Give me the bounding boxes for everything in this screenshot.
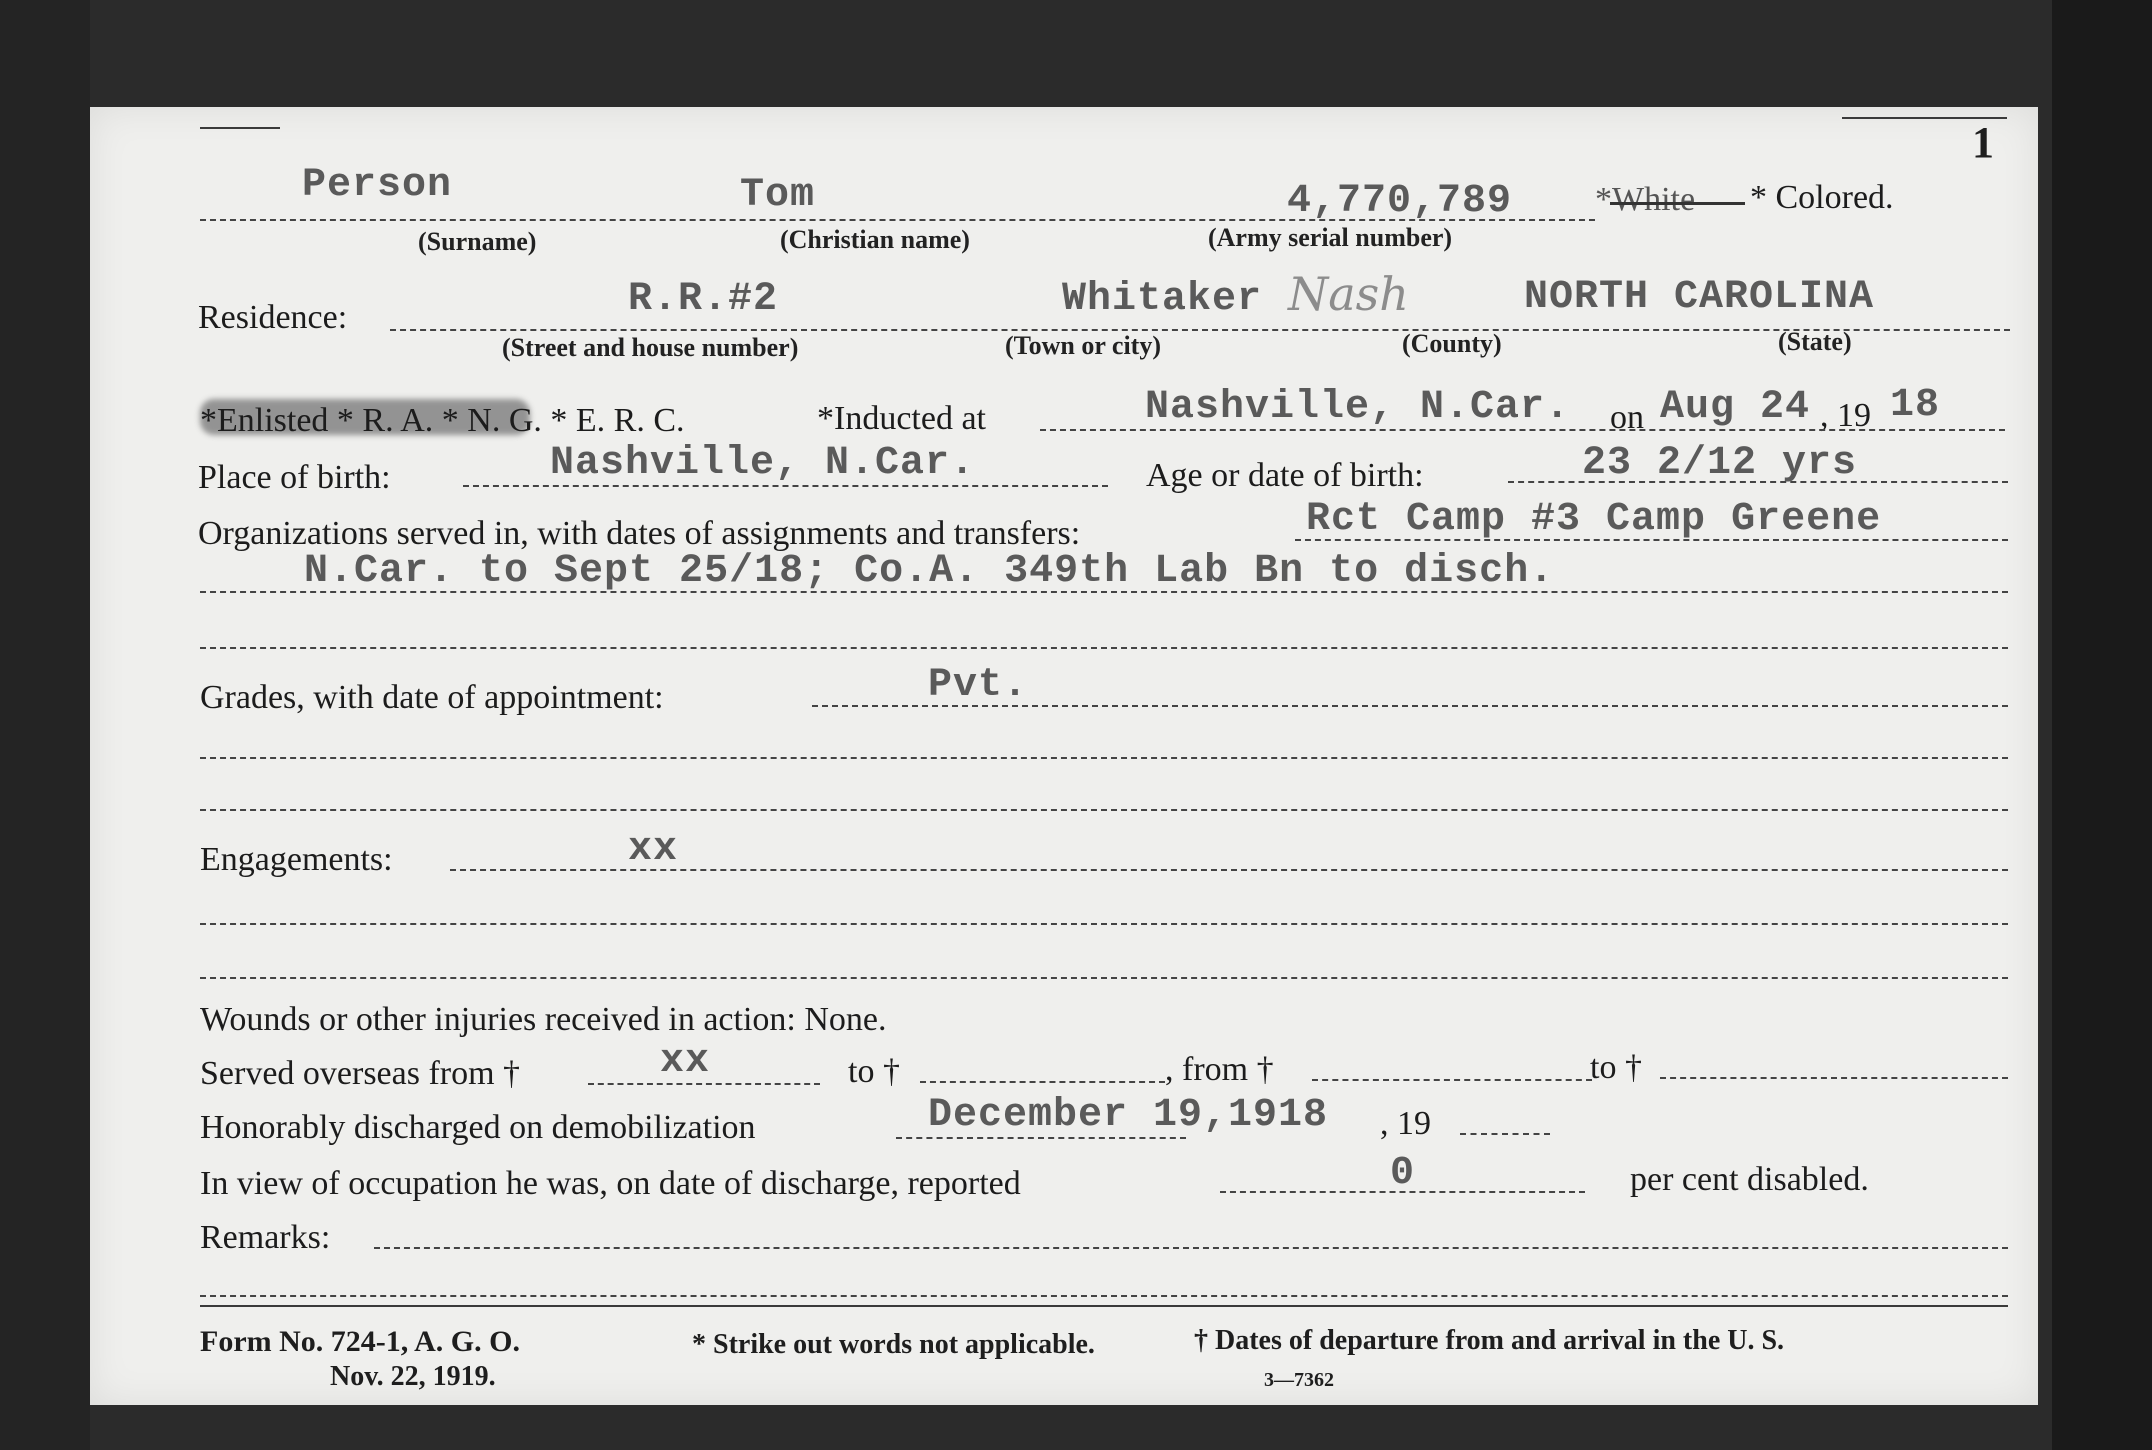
disability-value: 0	[1390, 1151, 1416, 1196]
county-caption: (County)	[1402, 329, 1502, 358]
engagements-label: Engagements:	[200, 841, 393, 878]
grades-line-1	[812, 705, 2008, 707]
age-value: 23 2/12 yrs	[1582, 441, 1858, 486]
remarks-line-1	[374, 1247, 2008, 1249]
place-of-birth-value: Nashville, N.Car.	[550, 441, 976, 486]
remarks-label: Remarks:	[200, 1219, 331, 1256]
induction-place-value: Nashville, N.Car.	[1145, 385, 1571, 430]
induction-line	[1040, 429, 2005, 431]
scan-background-right	[2052, 0, 2152, 1450]
name-line	[200, 219, 1595, 221]
discharge-label: Honorably discharged on demobilization	[200, 1109, 756, 1146]
surname-caption: (Surname)	[418, 227, 537, 256]
street-caption: (Street and house number)	[502, 333, 799, 362]
place-of-birth-label: Place of birth:	[198, 459, 391, 496]
serial-number-value: 4,770,789	[1287, 179, 1513, 224]
card-number: 1	[1972, 118, 1994, 167]
grades-label: Grades, with date of appointment:	[200, 679, 664, 716]
strike-out-note: * Strike out words not applicable.	[692, 1329, 1095, 1360]
induction-year-prefix: , 19	[1820, 397, 1871, 434]
white-option: *White	[1595, 181, 1696, 218]
form-number: Form No. 724-1, A. G. O.	[200, 1325, 520, 1358]
engagements-line-3	[200, 977, 2008, 979]
induction-date-value: Aug 24	[1660, 385, 1811, 430]
street-value: R.R.#2	[628, 277, 779, 322]
town-caption: (Town or city)	[1005, 331, 1161, 360]
print-code: 3—7362	[1264, 1369, 1334, 1391]
scan-background-left	[0, 0, 90, 1450]
disability-line	[1220, 1191, 1585, 1193]
organizations-line-3-rule	[200, 647, 2008, 649]
christian-name-caption: (Christian name)	[780, 225, 970, 254]
top-left-rule	[200, 127, 280, 129]
footer-divider	[200, 1305, 2008, 1307]
overseas-from-value: xx	[660, 1039, 711, 1084]
engagements-line-2	[200, 923, 2008, 925]
state-value: NORTH CAROLINA	[1524, 275, 1875, 320]
overseas-to2-label: to †	[1590, 1049, 1642, 1086]
overseas-from-line	[588, 1083, 820, 1085]
organizations-line-2: N.Car. to Sept 25/18; Co.A. 349th Lab Bn to disch.	[304, 549, 1555, 594]
age-line	[1508, 481, 2008, 483]
discharge-line	[896, 1137, 1186, 1139]
inducted-at-label: *Inducted at	[817, 400, 986, 437]
organizations-line-1-rule	[1295, 539, 2008, 541]
discharge-year-suffix: , 19	[1380, 1105, 1431, 1142]
overseas-from2-line	[1312, 1079, 1592, 1081]
served-overseas-label: Served overseas from †	[200, 1055, 521, 1092]
wounds-label: Wounds or other injuries received in action: None.	[200, 1001, 887, 1038]
place-of-birth-line	[463, 485, 1108, 487]
induction-year-value: 18	[1890, 383, 1941, 428]
age-label: Age or date of birth:	[1146, 457, 1424, 494]
organizations-line-1: Rct Camp #3 Camp Greene	[1306, 497, 1882, 542]
grades-line-3	[200, 809, 2008, 811]
overseas-to2-line	[1660, 1077, 2008, 1079]
induction-on-label: on	[1610, 399, 1644, 436]
residence-label: Residence:	[198, 299, 348, 336]
colored-option: * Colored.	[1750, 179, 1894, 216]
engagements-line-1	[450, 869, 2008, 871]
discharge-date-value: December 19,1918	[928, 1093, 1329, 1138]
disability-label: In view of occupation he was, on date of discharge, reported	[200, 1165, 1021, 1202]
overseas-to-label: to †	[848, 1053, 900, 1090]
county-handwritten: Nash	[1288, 267, 1409, 321]
disability-suffix: per cent disabled.	[1630, 1161, 1869, 1198]
remarks-line-2	[200, 1295, 2008, 1297]
enlistment-options: *Enlisted * R. A. * N. G. * E. R. C.	[200, 402, 685, 439]
state-caption: (State)	[1778, 327, 1852, 356]
overseas-from2-label: , from †	[1165, 1051, 1274, 1088]
grades-value: Pvt.	[928, 663, 1029, 708]
christian-name-value: Tom	[740, 173, 816, 218]
service-record-card	[90, 107, 2038, 1405]
grades-line-2	[200, 757, 2008, 759]
form-date: Nov. 22, 1919.	[330, 1361, 496, 1392]
surname-value: Person	[302, 163, 453, 208]
organizations-line-2-rule	[200, 591, 2008, 593]
residence-line	[390, 329, 2010, 331]
discharge-year-line	[1460, 1133, 1550, 1135]
town-value: Whitaker	[1062, 277, 1263, 322]
engagements-value: xx	[628, 827, 679, 872]
overseas-to-line	[920, 1081, 1165, 1083]
white-strikeout	[1610, 202, 1745, 205]
dates-note: † Dates of departure from and arrival in the U. S.	[1194, 1325, 1785, 1356]
serial-number-caption: (Army serial number)	[1208, 223, 1453, 252]
organizations-label: Organizations served in, with dates of assignments and transfers:	[198, 515, 1081, 552]
